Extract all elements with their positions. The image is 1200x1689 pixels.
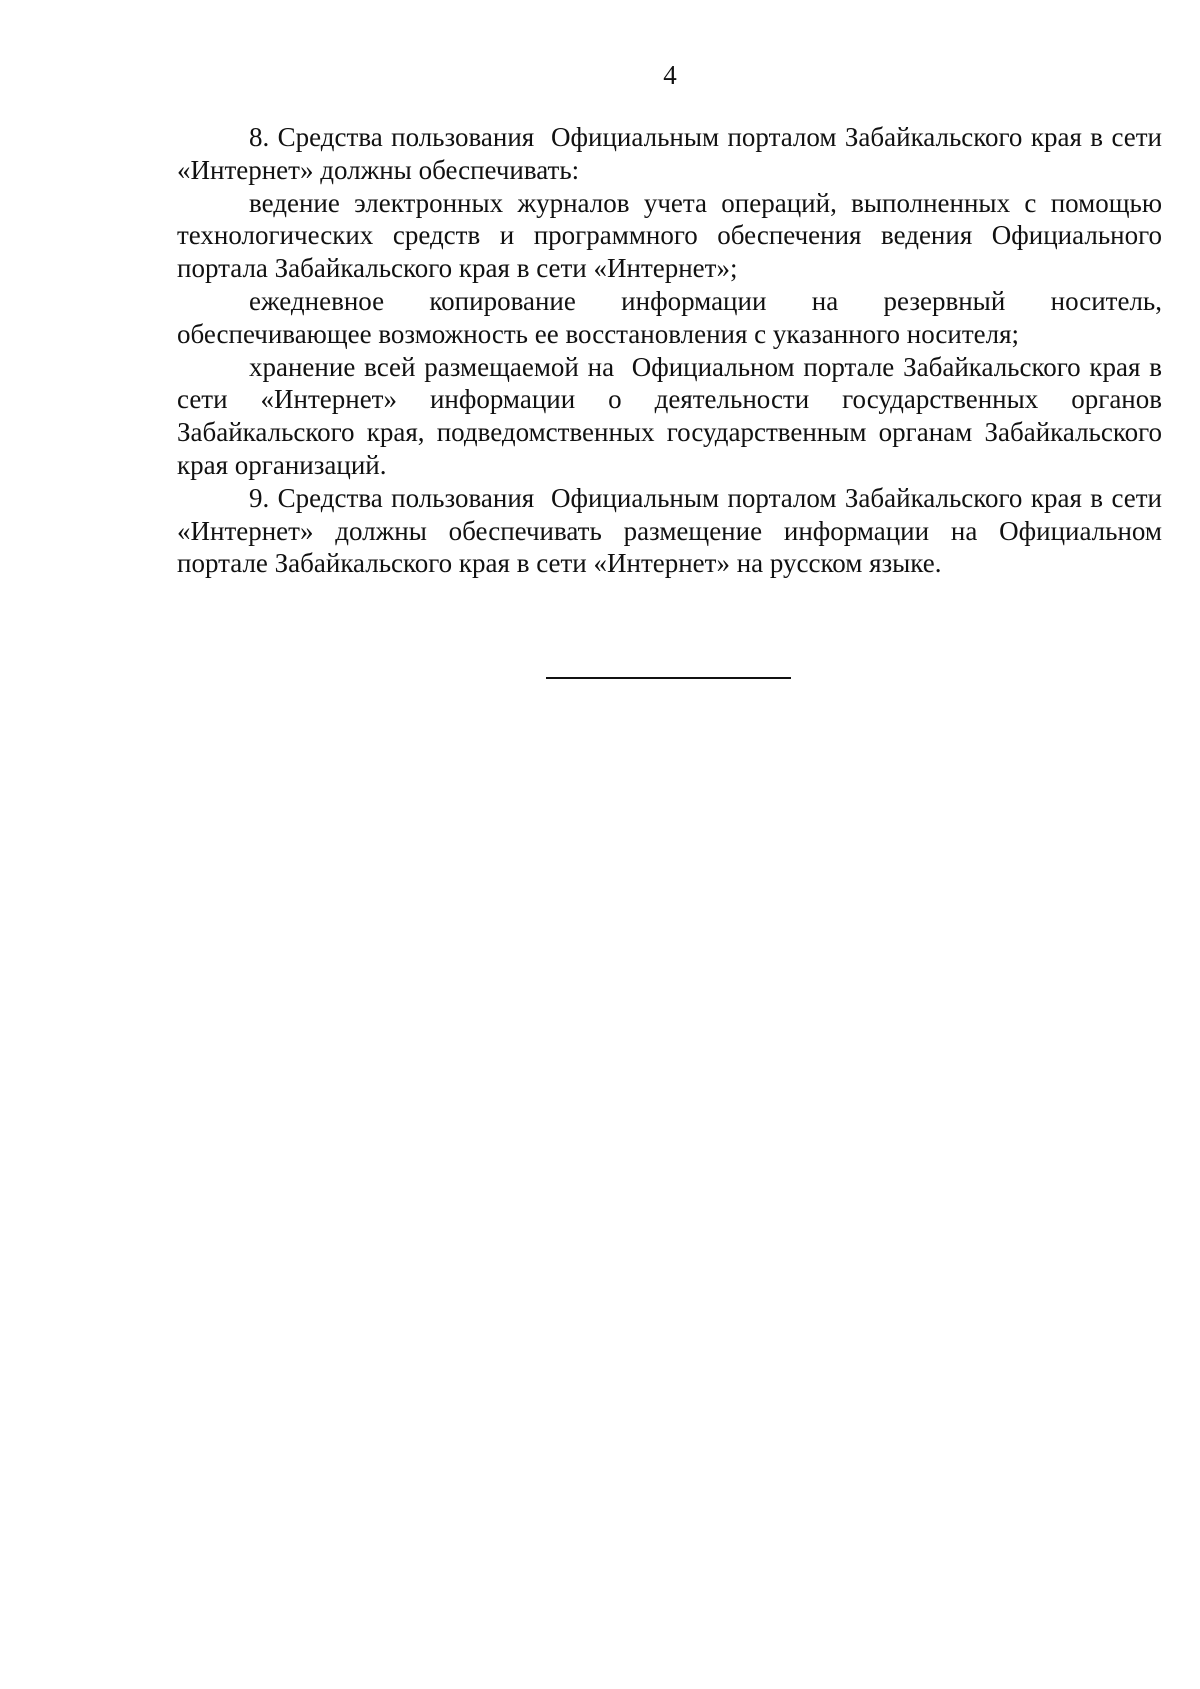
page-number: 4 [663, 60, 677, 90]
paragraph-8-item-backup: ежедневное копирование информации на резервный носитель, обеспечивающее возможность ее восстановления с указанного носителя; [177, 285, 1169, 349]
document-body [177, 121, 1169, 580]
paragraph-8-item-logging: ведение электронных журналов учета операций, выполненных с помощью технологических средств и программного обеспечения ведения Официального портала Забайкальского края в сети «Интернет»; [177, 187, 1169, 284]
paragraph-9: 9. Средства пользования Официальным порталом Забайкальского края в сети «Интернет» должны обеспечивать размещение информации на Официальном портале Забайкальского края в сети «Интернет» на русском языке. [177, 482, 1169, 579]
paragraph-8-item-storage: хранение всей размещаемой на Официальном портале Забайкальского края в сети «Интернет» информации о деятельности государственных органов Забайкальского края, подведомственных государственным органам Забайкальского края организаций. [177, 351, 1169, 480]
end-divider-line [546, 677, 791, 679]
paragraph-8: 8. Средства пользования Официальным порталом Забайкальского края в сети «Интернет» должны обеспечивать: [177, 122, 1169, 185]
